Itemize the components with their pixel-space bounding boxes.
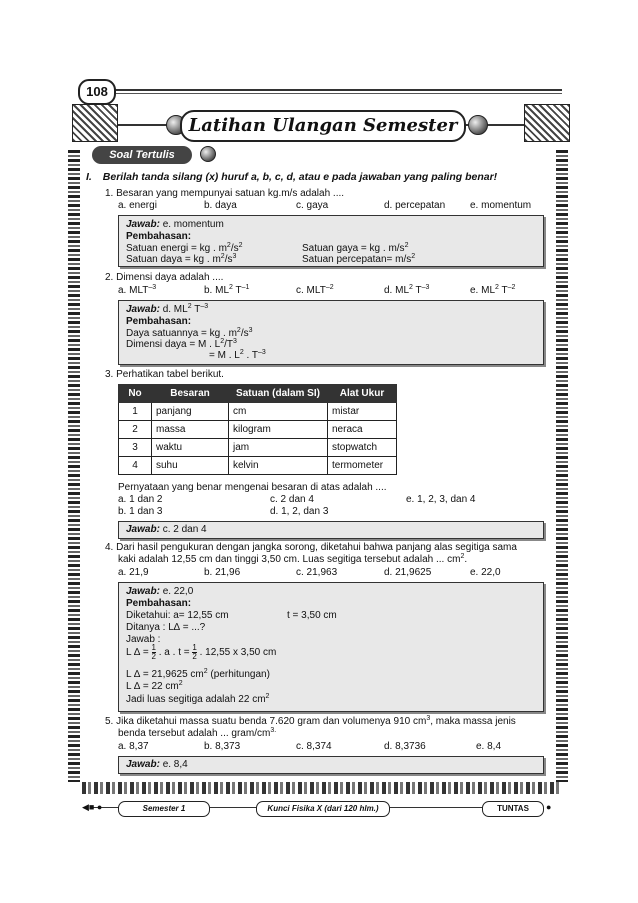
q2-option-e: e. $ML^2$ $T^{-2}$ bbox=[470, 284, 516, 296]
q4-answer: e. 22,0 bbox=[162, 586, 194, 597]
q1-answer: e. momentum bbox=[162, 219, 224, 230]
table-row bbox=[119, 457, 397, 475]
q4-asked: Ditanya : L∆ = ...? bbox=[126, 622, 206, 633]
q1-option-e: e. momentum bbox=[470, 200, 532, 211]
q4-result2 bbox=[126, 681, 183, 693]
table-cell: suhu bbox=[152, 457, 229, 475]
superscript: 2 bbox=[411, 253, 416, 260]
superscript: –2 bbox=[325, 284, 334, 291]
question-4-line2-text: kaki adalah 12,55 cm dan tinggi 3,50 cm. Luas segitiga tersebut adalah ... cm bbox=[118, 554, 461, 565]
footer-arrow-icon: ◀■ ● bbox=[82, 802, 103, 812]
q3-answer-box bbox=[118, 521, 544, 539]
table-cell: 4 bbox=[119, 457, 152, 475]
header-rule bbox=[112, 89, 562, 91]
superscript: –3 bbox=[421, 284, 430, 291]
instruction-number: I. bbox=[86, 171, 92, 183]
q4-answer-label: Jawab: bbox=[126, 586, 160, 597]
table-cell: kilogram bbox=[229, 421, 328, 439]
table-row bbox=[119, 403, 397, 421]
q3-option-b: b. 1 dan 3 bbox=[118, 506, 163, 517]
fraction-denominator: 2 bbox=[151, 651, 156, 661]
table-cell: jam bbox=[229, 439, 328, 457]
q4-jawab: Jawab : bbox=[126, 634, 161, 645]
table-header: Alat Ukur bbox=[328, 385, 397, 403]
q2-option-c-text: c. MLT bbox=[296, 285, 326, 296]
superscript: 2 bbox=[460, 553, 465, 560]
q4-result2-text: L ∆ = 22 cm bbox=[126, 681, 179, 692]
q1-option-d: d. percepatan bbox=[384, 200, 446, 211]
superscript: 3 bbox=[426, 715, 431, 722]
table-cell: massa bbox=[152, 421, 229, 439]
table-cell: neraca bbox=[328, 421, 397, 439]
q4-result1 bbox=[126, 669, 270, 681]
question-1: 1. Besaran yang mempunyai satuan kg.m/s adalah .... bbox=[105, 188, 345, 199]
table-header: Besaran bbox=[152, 385, 229, 403]
q4-option-a: a. 21,9 bbox=[118, 567, 149, 578]
footer-end-icon: ● bbox=[546, 802, 552, 812]
footer-semester: Semester 1 bbox=[118, 801, 210, 817]
q2-option-b-text: b. ML bbox=[204, 285, 230, 296]
q2-answer-box: Jawab: d. $ML^2$ $T^{-3}$ Pembahasan: Daya satuannya = kg . $m^2/s^3$ Dimensi daya = M . $L^2/T^3$ = M . $L^2$ . $T^{-3}$ bbox=[118, 300, 544, 365]
q1-line2-left: Satuan daya = kg . m bbox=[126, 254, 221, 265]
superscript: 2 bbox=[229, 284, 233, 291]
q4-answer-box bbox=[118, 582, 544, 712]
q1-line1-left: Satuan energi = kg . m bbox=[126, 243, 227, 254]
q4-calc-mid: . a . t = bbox=[158, 647, 190, 658]
table-cell: termometer bbox=[328, 457, 397, 475]
q2-option-c bbox=[296, 285, 334, 297]
q5-option-b: b. 8,373 bbox=[204, 741, 241, 752]
superscript: 2 bbox=[495, 284, 499, 291]
superscript: 2 bbox=[203, 668, 208, 675]
q1-line2-right: Satuan percepatan= m/s bbox=[302, 254, 412, 265]
fraction-half bbox=[192, 644, 196, 661]
q1-answer-box: Jawab: e. momentum Pembahasan: Satuan energi = kg . $m^2/s^2$ Satuan gaya = kg . $m/s^2$ Satuan daya = kg . $m^2/s^3$ Satuan percepatan= $m/s^2$ bbox=[118, 215, 544, 267]
table-cell: mistar bbox=[328, 403, 397, 421]
section-tab: Soal Tertulis bbox=[92, 146, 192, 164]
table-cell: 3 bbox=[119, 439, 152, 457]
question-5-line2 bbox=[118, 728, 276, 740]
table-cell: cm bbox=[229, 403, 328, 421]
q2-line1: Daya satuannya = kg . m bbox=[126, 328, 237, 339]
table-header: Satuan (dalam SI) bbox=[229, 385, 328, 403]
q3-answer: c. 2 dan 4 bbox=[162, 524, 207, 535]
q1-option-c: c. gaya bbox=[296, 200, 329, 211]
q2-option-d-text: d. ML bbox=[384, 285, 410, 296]
q4-conclusion-text: Jadi luas segitiga adalah 22 cm bbox=[126, 694, 266, 705]
table-row bbox=[119, 439, 397, 457]
superscript: 2 bbox=[239, 349, 244, 356]
q4-result1-text: L ∆ = 21,9625 cm bbox=[126, 669, 204, 680]
q2-line3: = M . L bbox=[209, 350, 240, 361]
superscript: –3 bbox=[148, 284, 157, 291]
q5-answer: e. 8,4 bbox=[162, 759, 188, 770]
table-header: No bbox=[119, 385, 152, 403]
superscript: –2 bbox=[507, 284, 516, 291]
q5-option-c: c. 8,374 bbox=[296, 741, 332, 752]
table-cell: 2 bbox=[119, 421, 152, 439]
question-5-line1-tail: , maka massa jenis bbox=[430, 716, 516, 727]
q3-answer-label: Jawab: bbox=[126, 524, 160, 535]
q1-option-b: b. daya bbox=[204, 200, 237, 211]
q5-answer-label: Jawab: bbox=[126, 759, 160, 770]
q1-line1-right: Satuan gaya = kg . m/s bbox=[302, 243, 405, 254]
superscript: 3 bbox=[233, 338, 237, 345]
superscript: 2 bbox=[238, 242, 243, 249]
superscript: 3. bbox=[270, 727, 277, 734]
superscript: –1 bbox=[241, 284, 250, 291]
superscript: –3 bbox=[258, 349, 266, 356]
instruction-text: Berilah tanda silang (x) huruf a, b, c, d, atau e pada jawaban yang paling benar! bbox=[102, 171, 498, 183]
superscript: 3 bbox=[232, 253, 237, 260]
superscript: 2 bbox=[220, 253, 225, 260]
q2-line2: Dimensi daya = M . L bbox=[126, 339, 221, 350]
page-number: 108 bbox=[78, 79, 116, 105]
q4-known: Diketahui: a= 12,55 cm bbox=[126, 610, 229, 621]
q2-option-d: d. $ML^2$ $T^{-3}$ bbox=[384, 284, 430, 296]
q5-option-d: d. 8,3736 bbox=[384, 741, 426, 752]
tab-ball-icon bbox=[200, 146, 216, 162]
q2-answer-label: Jawab: bbox=[126, 304, 160, 315]
footer-tuntas: TUNTAS bbox=[482, 801, 544, 817]
q3-option-c: c. 2 dan 4 bbox=[270, 494, 314, 505]
question-5-line1 bbox=[105, 716, 516, 728]
superscript: 2 bbox=[404, 242, 409, 249]
question-4-line2: kaki adalah 12,55 cm dan tinggi 3,50 cm. Luas segitiga tersebut adalah ... $cm^2$. bbox=[118, 553, 468, 565]
measurement-table bbox=[118, 384, 397, 475]
q3-statement: Pernyataan yang benar mengenai besaran di atas adalah .... bbox=[118, 482, 387, 493]
q4-result1-tail: (perhitungan) bbox=[207, 669, 270, 680]
question-2: 2. Dimensi daya adalah .... bbox=[105, 272, 224, 283]
question-5-line2-text: benda tersebut adalah ... gram/cm bbox=[118, 728, 271, 739]
q1-option-a: a. energi bbox=[118, 200, 157, 211]
corner-star-ornament-right bbox=[524, 104, 570, 142]
q2-option-a bbox=[118, 285, 156, 297]
q5-option-a: a. 8,37 bbox=[118, 741, 149, 752]
left-border-ornament bbox=[68, 150, 80, 782]
table-cell: waktu bbox=[152, 439, 229, 457]
superscript: –3 bbox=[200, 303, 209, 310]
q4-conclusion bbox=[126, 694, 269, 706]
q3-option-e: e. 1, 2, 3, dan 4 bbox=[406, 494, 476, 505]
page-title: Latihan Ulangan Semester bbox=[180, 110, 466, 142]
q5-answer-box bbox=[118, 756, 544, 774]
superscript: 2 bbox=[265, 693, 270, 700]
table-cell: stopwatch bbox=[328, 439, 397, 457]
q2-option-e-text: e. ML bbox=[470, 285, 496, 296]
footer-book: Kunci Fisika X (dari 120 hlm.) bbox=[256, 801, 390, 817]
corner-star-ornament-left bbox=[72, 104, 118, 142]
q2-option-b: b. $ML^2$ $T^{-1}$ bbox=[204, 284, 250, 296]
table-cell: panjang bbox=[152, 403, 229, 421]
q4-calc-prefix: L ∆ = bbox=[126, 647, 149, 658]
question-5-line1-text: 5. Jika diketahui massa suatu benda 7.620 gram dan volumenya 910 cm bbox=[105, 716, 427, 727]
superscript: 2 bbox=[226, 242, 231, 249]
q5-option-e: e. 8,4 bbox=[476, 741, 502, 752]
q3-option-a: a. 1 dan 2 bbox=[118, 494, 163, 505]
superscript: 2 bbox=[409, 284, 413, 291]
q2-discussion-label: Pembahasan: bbox=[126, 316, 192, 327]
fraction-denominator: 2 bbox=[192, 651, 197, 661]
q4-known-t: t = 3,50 cm bbox=[287, 610, 337, 621]
question-4-line1: 4. Dari hasil pengukuran dengan jangka sorong, diketahui bahwa panjang alas segitiga sama bbox=[105, 542, 517, 553]
ornament-ball-icon bbox=[468, 115, 488, 135]
q4-discussion-label: Pembahasan: bbox=[126, 598, 192, 609]
fraction-numerator: 1 bbox=[192, 642, 197, 652]
q2-answer: d. ML bbox=[162, 304, 188, 315]
q1-discussion-label: Pembahasan: bbox=[126, 231, 192, 242]
q4-option-d: d. 21,9625 bbox=[384, 567, 432, 578]
question-3: 3. Perhatikan tabel berikut. bbox=[105, 369, 224, 380]
superscript: 3 bbox=[248, 327, 253, 334]
q4-option-c: c. 21,963 bbox=[296, 567, 338, 578]
superscript: 2 bbox=[178, 680, 183, 687]
fraction-half bbox=[152, 644, 156, 661]
q4-calculation bbox=[126, 643, 276, 663]
q4-calc-end: . 12,55 x 3,50 cm bbox=[199, 647, 277, 658]
q1-answer-label: Jawab: bbox=[126, 219, 160, 230]
q2-option-a-text: a. MLT bbox=[118, 285, 149, 296]
table-row bbox=[119, 421, 397, 439]
q4-option-b: b. 21,96 bbox=[204, 567, 241, 578]
table-cell: 1 bbox=[119, 403, 152, 421]
instruction bbox=[86, 171, 497, 183]
fraction-numerator: 1 bbox=[151, 642, 156, 652]
right-border-ornament bbox=[556, 150, 568, 782]
superscript: 2 bbox=[187, 303, 192, 310]
bottom-border-ornament bbox=[82, 782, 560, 794]
superscript: 2 bbox=[236, 327, 241, 334]
header-rule-thin bbox=[112, 93, 562, 94]
superscript: 2 bbox=[220, 338, 225, 345]
q4-option-e: e. 22,0 bbox=[470, 567, 501, 578]
q3-option-d: d. 1, 2, dan 3 bbox=[270, 506, 329, 517]
table-cell: kelvin bbox=[229, 457, 328, 475]
